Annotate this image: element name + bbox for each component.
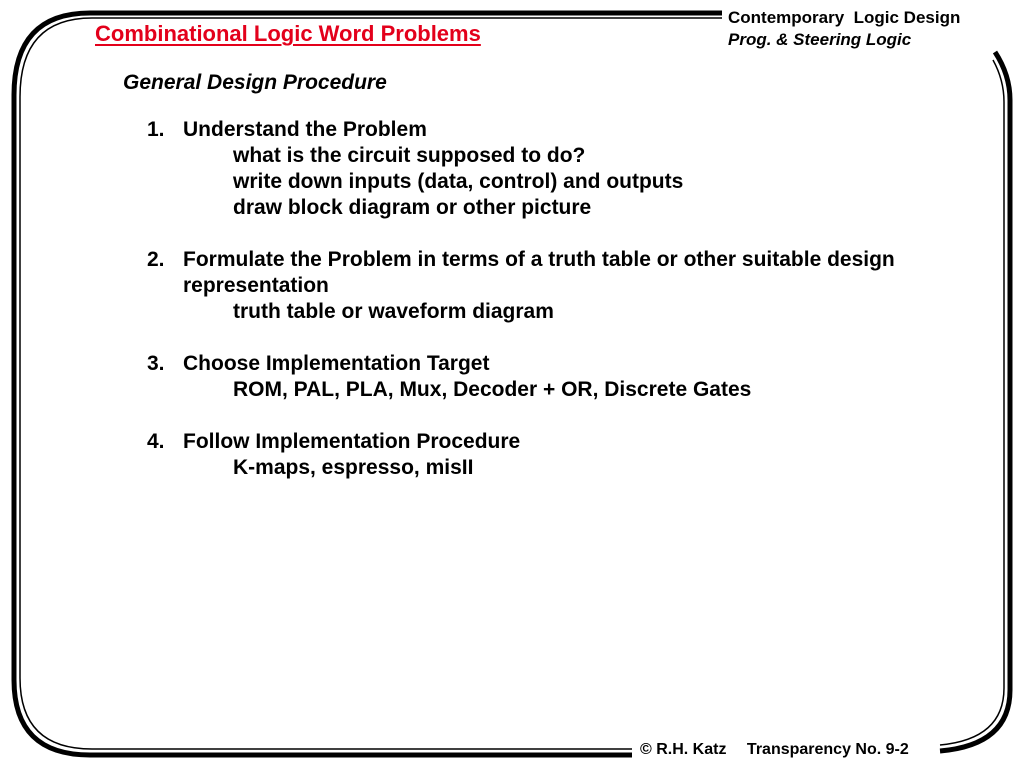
step-detail: ROM, PAL, PLA, Mux, Decoder + OR, Discrete Gates <box>233 378 752 401</box>
copyright-text: © R.H. Katz <box>640 741 727 758</box>
step-3 <box>147 351 987 403</box>
step-number: 1. <box>147 118 165 141</box>
step-detail: what is the circuit supposed to do? <box>233 144 586 167</box>
step-number: 3. <box>147 352 165 375</box>
step-detail: truth table or waveform diagram <box>233 300 554 323</box>
step-detail: K-maps, espresso, misII <box>233 456 474 479</box>
step-detail: draw block diagram or other picture <box>233 196 592 219</box>
course-header <box>728 7 960 51</box>
step-4 <box>147 429 987 481</box>
procedure-steps <box>147 117 987 507</box>
step-number: 4. <box>147 430 165 453</box>
step-heading <box>147 247 987 299</box>
slide-title: Combinational Logic Word Problems <box>95 21 481 46</box>
step-heading <box>147 429 987 455</box>
step-title: Understand the Problem <box>183 118 427 141</box>
slide-footer <box>640 741 909 759</box>
step-title: Choose Implementation Target <box>183 352 490 375</box>
step-heading <box>147 351 987 377</box>
section-subtitle: General Design Procedure <box>123 71 387 94</box>
step-title: Follow Implementation Procedure <box>183 430 521 453</box>
step-2 <box>147 247 987 325</box>
step-1 <box>147 117 987 221</box>
transparency-number: Transparency No. 9-2 <box>746 741 909 758</box>
step-detail: write down inputs (data, control) and outputs <box>233 170 684 193</box>
chapter-name: Prog. & Steering Logic <box>728 30 912 49</box>
step-number: 2. <box>147 248 165 271</box>
step-title: Formulate the Problem in terms of a truth table or other suitable design representation <box>183 248 895 297</box>
step-heading <box>147 117 987 143</box>
course-name: Contemporary Logic Design <box>728 8 961 27</box>
